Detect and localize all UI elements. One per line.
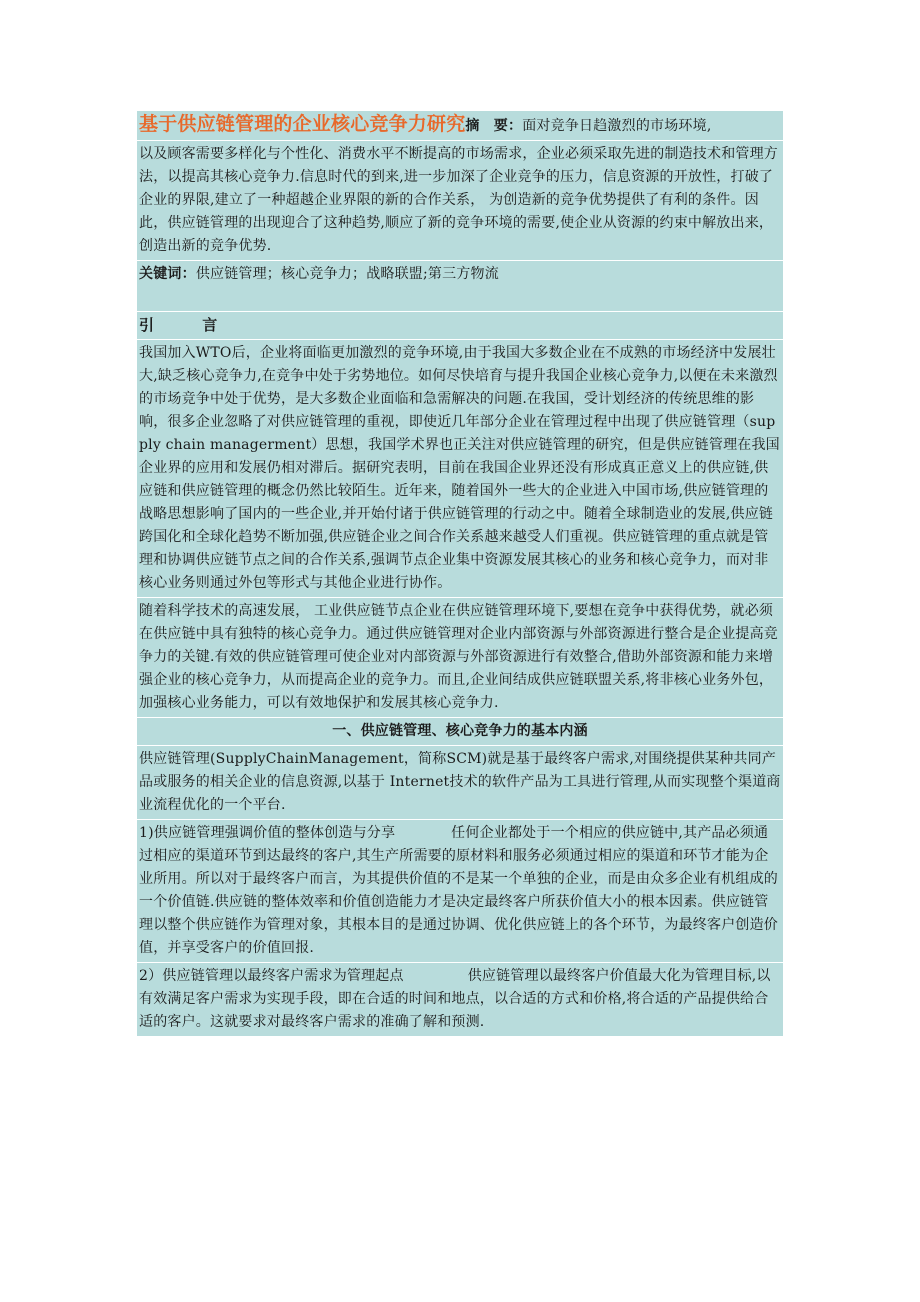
document-page	[137, 110, 783, 1036]
intro-heading	[137, 311, 783, 339]
point-2-body: 供应链管理以最终客户价值最大化为管理目标,以有效满足客户需求为实现手段，即在合适的时间和地点，以合适的方式和价格,将合适的产品提供给合适的客户。这就要求对最终客户需求的准确了解和预测.	[139, 968, 771, 1030]
abstract-label: 摘 要：	[465, 118, 523, 134]
section-1-title: 一、供应链管理、核心竞争力的基本内涵	[137, 717, 783, 745]
keywords-block	[137, 260, 783, 311]
point-1-heading: 1)供应链管理强调价值的整体创造与分享	[139, 825, 396, 841]
section-1-paragraph: 供应链管理(SupplyChainManagement，简称SCM)就是基于最终客户需求,对围绕提供某种共同产品或服务的相关企业的信息资源,以基于 Internet技术的软件产品为工具进行管理,从而实现整个渠道商业流程优化的一个平台.	[137, 745, 783, 819]
abstract-first-line: 面对竞争日趋激烈的市场环境,	[522, 118, 712, 134]
point-1-block	[137, 819, 783, 962]
intro-char-2: 言	[202, 316, 218, 334]
keywords-label: 关键词：	[139, 266, 196, 282]
doc-title: 基于供应链管理的企业核心竞争力研究	[139, 113, 466, 135]
keywords-text: 供应链管理；核心竞争力；战略联盟;第三方物流	[195, 266, 499, 282]
intro-paragraph-2: 随着科学技术的高速发展， 工业供应链节点企业在供应链管理环境下,要想在竞争中获得优势，就必须在供应链中具有独特的核心竞争力。通过供应链管理对企业内部资源与外部资源进行整合是企业提高竞争力的关键.有效的供应链管理可使企业对内部资源与外部资源进行有效整合,借助外部资源和能力来增强企业的核心竞争力，从而提高企业的竞争力。而且,企业间结成供应链联盟关系,将非核心业务外包， 加强核心业务能力，可以有效地保护和发展其核心竞争力.	[137, 597, 783, 717]
point-2-block	[137, 962, 783, 1036]
title-block	[137, 110, 783, 140]
point-2-heading: 2）供应链管理以最终客户需求为管理起点	[139, 968, 404, 984]
intro-paragraph-1: 我国加入WTO后，企业将面临更加激烈的竞争环境,由于我国大多数企业在不成熟的市场经济中发展壮大,缺乏核心竞争力,在竞争中处于劣势地位。如何尽快培育与提升我国企业核心竞争力,以便在未来激烈的市场竞争中处于优势，是大多数企业面临和急需解决的问题.在我国，受计划经济的传统思维的影响，很多企业忽略了对供应链管理的重视，即使近几年部分企业在管理过程中出现了供应链管理（supply chain managerment）思想，我国学术界也正关注对供应链管理的研究，但是供应链管理在我国企业界的应用和发展仍相对滞后。据研究表明，目前在我国企业界还没有形成真正意义上的供应链,供应链和供应链管理的概念仍然比较陌生。近年来，随着国外一些大的企业进入中国市场,供应链管理的战略思想影响了国内的一些企业,并开始付诸于供应链管理的行动之中。随着全球制造业的发展,供应链跨国化和全球化趋势不断加强,供应链企业之间合作关系越来越受人们重视。供应链管理的重点就是管理和协调供应链节点之间的合作关系,强调节点企业集中资源发展其核心的业务和核心竞争力，而对非核心业务则通过外包等形式与其他企业进行协作。	[137, 339, 783, 597]
point-1-body: 任何企业都处于一个相应的供应链中,其产品必须通过相应的渠道环节到达最终的客户,其生产所需要的原材料和服务必须通过相应的渠道和环节才能为企业所用。所以对于最终客户而言，为其提供价值的不是某一个单独的企业，而是由众多企业有机组成的一个价值链.供应链的整体效率和价值创造能力才是决定最终客户所获价值大小的根本因素。供应链管理以整个供应链作为管理对象，其根本目的是通过协调、优化供应链上的各个环节，为最终客户创造价值，并享受客户的价值回报.	[139, 825, 778, 956]
abstract-paragraph: 以及顾客需要多样化与个性化、消费水平不断提高的市场需求，企业必须采取先进的制造技术和管理方法，以提高其核心竞争力.信息时代的到来,进一步加深了企业竞争的压力，信息资源的开放性，打破了企业的界限,建立了一种超越企业界限的新的合作关系， 为创造新的竞争优势提供了有利的条件。因此，供应链管理的出现迎合了这种趋势,顺应了新的竞争环境的需要,使企业从资源的约束中解放出来，创造出新的竞争优势.	[137, 140, 783, 260]
intro-char-1: 引	[139, 316, 155, 334]
